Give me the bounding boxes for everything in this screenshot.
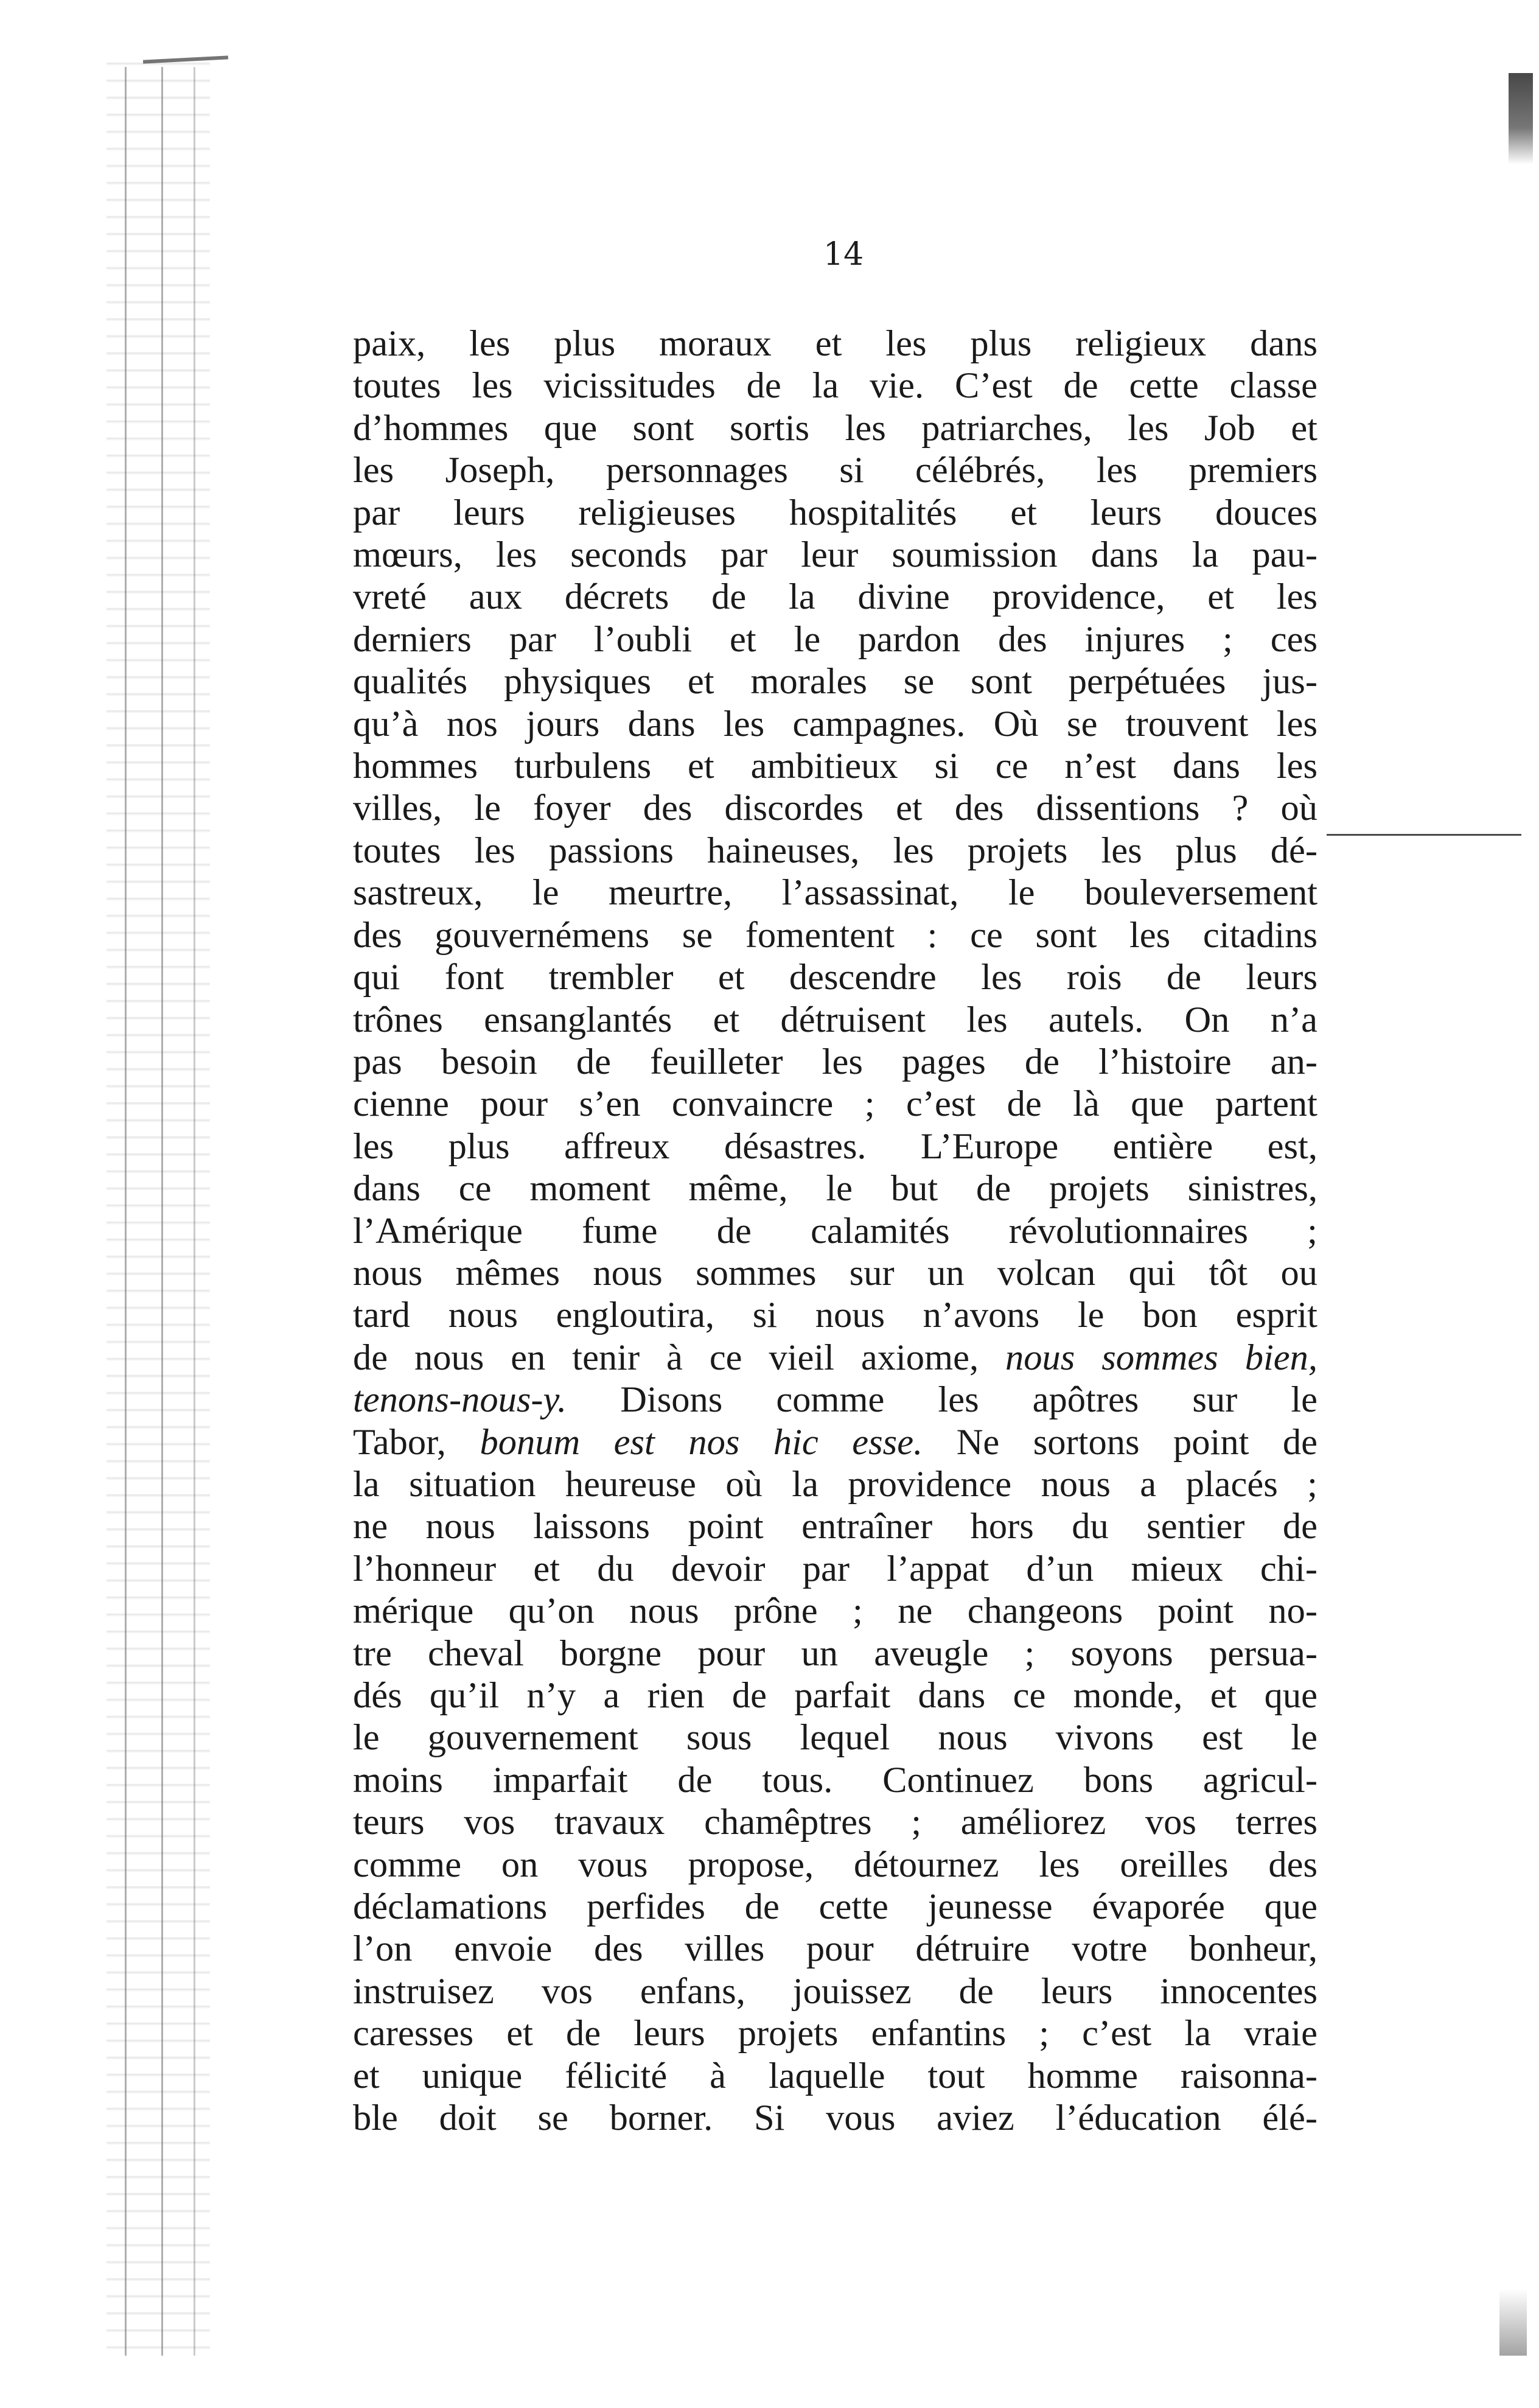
text-line: qui font trembler et descendre les rois de leurs (353, 957, 1317, 998)
text-line: l’on envoie des villes pour détruire votre bonheur, (353, 1928, 1317, 1970)
text-line: mœurs, les seconds par leur soumission dans la pau- (353, 534, 1317, 576)
text-line: déclamations perfides de cette jeunesse évaporée que (353, 1886, 1317, 1928)
text-line: mérique qu’on nous prône ; ne changeons point no- (353, 1591, 1317, 1632)
text-line: paix, les plus moraux et les plus religieux dans (353, 323, 1317, 364)
text-line: les Joseph, personnages si célébrés, les premiers (353, 450, 1317, 491)
bottom-right-corner-mark (1499, 2289, 1527, 2356)
text-line: des gouvernémens se fomentent : ce sont les citadins (353, 914, 1317, 956)
text-line: instruisez vos enfans, jouissez de leurs innocentes (353, 1970, 1317, 2012)
text-line: cienne pour s’en convaincre ; c’est de là que partent (353, 1083, 1317, 1125)
text-line: l’honneur et du devoir par l’appat d’un mieux chi- (353, 1548, 1317, 1589)
text-line: de nous en tenir à ce vieil axiome, nous sommes bien, (353, 1337, 1318, 1378)
text-line: toutes les passions haineuses, les projets les plus dé- (353, 830, 1317, 871)
text-line: et unique félicité à laquelle tout homme raisonna- (353, 2055, 1317, 2096)
text-line: caresses et de leurs projets enfantins ; c’est la vraie (353, 2013, 1317, 2054)
text-line: vreté aux décrets de la divine providence, et les (353, 576, 1317, 618)
text-line: pas besoin de feuilleter les pages de l’histoire an- (353, 1041, 1317, 1082)
gutter-line (125, 67, 127, 2356)
text-line: le gouvernement sous lequel nous vivons est le (353, 1717, 1317, 1759)
gutter-line (194, 67, 195, 2356)
text-line: tenons-nous-y. Disons comme les apôtres sur le (353, 1379, 1317, 1421)
text-line: par leurs religieuses hospitalités et leurs douces (353, 492, 1317, 533)
text-line: moins imparfait de tous. Continuez bons agricul- (353, 1759, 1317, 1801)
text-line: d’hommes que sont sortis les patriarches, les Job et (353, 407, 1317, 449)
text-line: tre cheval borgne pour un aveugle ; soyons persua- (353, 1633, 1317, 1674)
text-line: sastreux, le meurtre, l’assassinat, le bouleversement (353, 872, 1317, 914)
top-right-corner-mark (1509, 73, 1533, 164)
text-line: hommes turbulens et ambitieux si ce n’est dans les (353, 746, 1317, 787)
text-line: villes, le foyer des discordes et des dissentions ? où (353, 788, 1317, 829)
gutter-line (161, 67, 163, 2356)
text-line: comme on vous propose, détournez les oreilles des (353, 1844, 1317, 1885)
text-line: toutes les vicissitudes de la vie. C’est de cette classe (353, 365, 1317, 407)
text-line: dés qu’il n’y a rien de parfait dans ce monde, et que (353, 1675, 1317, 1716)
text-line: teurs vos travaux chamêptres ; améliorez vos terres (353, 1802, 1317, 1843)
text-line: ne nous laissons point entraîner hors du sentier de (353, 1506, 1317, 1547)
text-line: trônes ensanglantés et détruisent les autels. On n’a (353, 999, 1317, 1040)
text-line: ble doit se borner. Si vous aviez l’éducation élé- (353, 2098, 1317, 2139)
text-line: tard nous engloutira, si nous n’avons le bon esprit (353, 1295, 1317, 1336)
body-text (353, 323, 1317, 2139)
text-line: la situation heureuse où la providence nous a placés ; (353, 1463, 1317, 1505)
text-line: les plus affreux désastres. L’Europe entière est, (353, 1125, 1317, 1167)
text-line: dans ce moment même, le but de projets sinistres, (353, 1168, 1317, 1209)
text-line: l’Amérique fume de calamités révolutionnaires ; (353, 1210, 1317, 1251)
text-line: qualités physiques et morales se sont perpétuées jus- (353, 661, 1317, 702)
text-line: Tabor, bonum est nos hic esse. Ne sortons point de (353, 1421, 1317, 1463)
text-line: derniers par l’oubli et le pardon des injures ; ces (353, 618, 1317, 660)
text-line: qu’à nos jours dans les campagnes. Où se trouvent les (353, 703, 1317, 744)
page-number: 14 (823, 236, 864, 273)
margin-pen-stroke (1327, 834, 1521, 836)
text-line: nous mêmes nous sommes sur un volcan qui tôt ou (353, 1252, 1317, 1293)
